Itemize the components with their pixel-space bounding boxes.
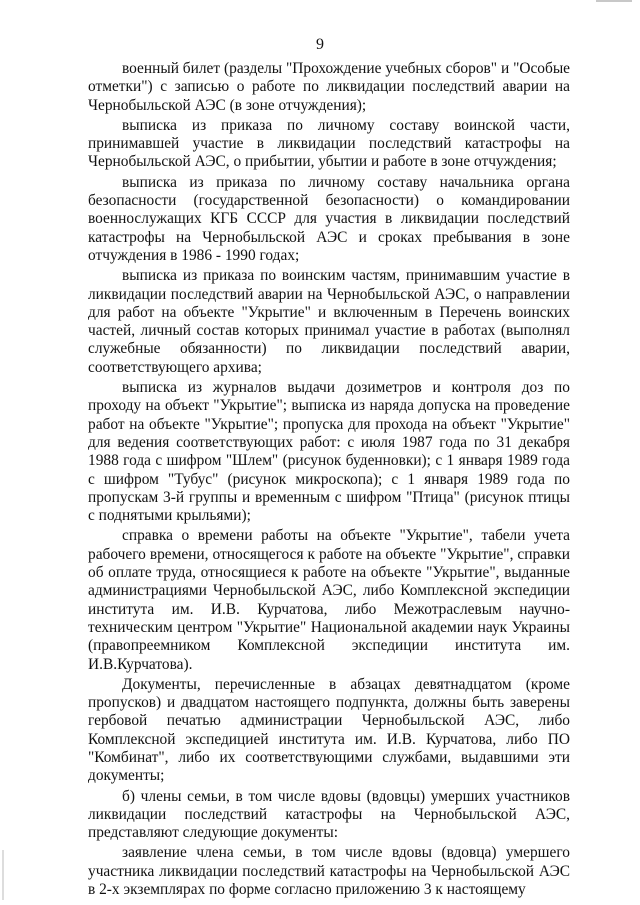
paragraph-dosimeter-journals: выписка из журналов выдачи дозиметров и контроля доз по проходу на объект "Укрытие"; выписка из наряда допуска на проведение работ на объекте "Укрытие"; пропуска для прохода на объект "Укрытие" для ведения соответствующих работ: с июля 1987 года по 31 декабря 1988 года с шифром "Шлем" (рисунок буденновки); с 1 января 1989 года с шифром "Тубус" (рисунок микроскопа); с 1 января 1989 года по пропускам 3-й группы и временным с шифром "Птица" (рисунок птицы с поднятыми крыльями); [88, 379, 570, 525]
page-number: 9 [316, 36, 324, 53]
paragraph-military-units-shelter: выписка из приказа по воинским частям, принимавшим участие в ликвидации последствий аварии на Чернобыльской АЭС, о направлении для работ на объекте "Укрытие" и включенным в Перечень воинских частей, личный состав которых принимал участие в работах (выполнял служебные обязанности) по ликвидации последствий аварии, соответствующего архива; [88, 267, 570, 376]
paragraph-documents-certification: Документы, перечисленные в абзацах девятнадцатом (кроме пропусков) и двадцатом настоящего подпункта, должны быть заверены гербовой печатью администрации Чернобыльской АЭС, либо Комплексной экспедицией института им. И.В. Курчатова, либо ПО "Комбинат", либо их соответствующими службами, выдавшими эти документы; [88, 675, 570, 785]
paragraph-military-id: военный билет (разделы "Прохождение учебных сборов" и "Особые отметки") с записью о работе по ликвидации последствий аварии на Чернобыльской АЭС (в зоне отчуждения); [88, 60, 570, 114]
paragraph-family-members: б) члены семьи, в том числе вдовы (вдовцы) умерших участников ликвидации последствий катастрофы на Чернобыльской АЭС, представляют следующие документы: [88, 787, 570, 842]
paragraph-family-application: заявление члена семьи, в том числе вдовы (вдовца) умершего участника ликвидации последствий катастрофы на Чернобыльской АЭС в 2-х экземплярах по форме согласно приложению 3 к настоящему [88, 844, 570, 899]
paragraph-military-unit-order: выписка из приказа по личному составу воинской части, принимавшей участие в ликвидации последствий катастрофы на Чернобыльской АЭС, о прибытии, убытии и работе в зоне отчуждения; [88, 116, 570, 171]
scan-artifact-top [596, 0, 632, 2]
scan-artifact-left [2, 850, 4, 900]
paragraph-kgb-order: выписка из приказа по личному составу начальника органа безопасности (государственной безопасности) о командировании военнослужащих КГБ СССР для участия в ликвидации последствий катастрофы на Чернобыльской АЭС и сроках пребывания в зоне отчуждения в 1986 - 1990 годах; [88, 173, 570, 264]
document-body [88, 60, 570, 899]
paragraph-work-time-certificate: справка о времени работы на объекте "Укрытие", табели учета рабочего времени, относящегося к работе на объекте "Укрытие", справки об оплате труда, относящиеся к работе на объекте "Укрытие", выданные администрациями Чернобыльской АЭС, либо Комплексной экспедиции института им. И.В. Курчатова, либо Межотраслевым научно-техническим центром "Укрытие" Национальной академии наук Украины (правопреемником Комплексной экспедиции института им. И.В.Курчатова). [88, 527, 570, 673]
